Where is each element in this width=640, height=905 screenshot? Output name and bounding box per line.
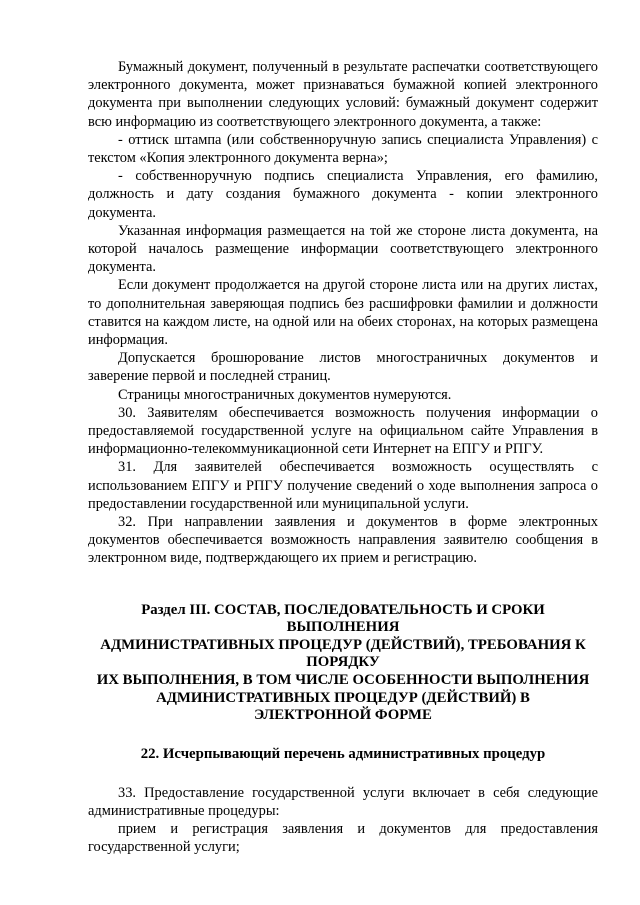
section-heading-line: АДМИНИСТРАТИВНЫХ ПРОЦЕДУР (ДЕЙСТВИЙ), ТРЕБОВАНИЯ К: [100, 636, 586, 653]
paragraph-paper-copy: Бумажный документ, полученный в результате распечатки соответствующего электронного документа, может признаваться бумажной копией электронного документа при выполнении следующих условий: бумажный документ содержит всю информацию из соответствующего электронного документа, а также:: [88, 59, 598, 130]
subsection-heading: 22. Исчерпывающий перечень административных процедур: [140, 745, 546, 762]
section-heading: [88, 602, 598, 725]
paragraph-procedure-reception: прием и регистрация заявления и документов для предоставления государственной услуги;: [88, 821, 598, 856]
paragraph-binding: Допускается брошюрование листов многостраничных документов и заверение первой и последней страниц.: [88, 350, 598, 385]
section-heading-line: Раздел III. СОСТАВ, ПОСЛЕДОВАТЕЛЬНОСТЬ И СРОКИ: [141, 601, 545, 618]
section-heading-line: ИХ ВЫПОЛНЕНИЯ, В ТОМ ЧИСЛЕ ОСОБЕННОСТИ ВЫПОЛНЕНИЯ: [96, 672, 590, 689]
paragraph-item-31: 31. Для заявителей обеспечивается возможность осуществлять с использованием ЕПГУ и РПГУ получение сведений о ходе выполнения запроса о предоставлении государственной или муниципальной услуги.: [88, 459, 598, 512]
paragraph-stamp-item: - оттиск штампа (или собственноручную запись специалиста Управления) с текстом «Копия электронного документа верна»;: [88, 131, 598, 167]
paragraph-signature-item: - собственноручную подпись специалиста Управления, его фамилию, должность и дату создания бумажного документа - копии электронного документа.: [88, 168, 598, 221]
paragraph-same-side: Указанная информация размещается на той же стороне листа документа, на которой началось размещение информации соответствующего электронного документа.: [88, 222, 598, 276]
section-heading-line: ПОРЯДКУ: [306, 654, 380, 671]
paragraph-continuation: Если документ продолжается на другой стороне листа или на других листах, то дополнительная заверяющая подпись без расшифровки фамилии и должности ставится на каждом листе, на одной или на обеих сторонах, на которых размещена информация.: [88, 277, 598, 349]
paragraph-item-30: 30. Заявителям обеспечивается возможность получения информации о предоставляемой государственной услуге на официальном сайте Управления в информационно-телекоммуникационной сети Интернет на ЕПГУ и РПГУ.: [88, 404, 598, 458]
paragraph-item-33: 33. Предоставление государственной услуги включает в себя следующие административные процедуры:: [88, 784, 598, 820]
section-heading-line: ВЫПОЛНЕНИЯ: [286, 619, 400, 636]
paragraph-numbering: Страницы многостраничных документов нумеруются.: [118, 386, 452, 403]
section-heading-line: АДМИНИСТРАТИВНЫХ ПРОЦЕДУР (ДЕЙСТВИЙ) В: [156, 689, 530, 706]
section-heading-line: ЭЛЕКТРОННОЙ ФОРМЕ: [254, 707, 432, 724]
paragraph-item-32: 32. При направлении заявления и документов в форме электронных документов обеспечивается возможность направления заявителю сообщения в электронном виде, подтверждающего их прием и регистрацию.: [88, 514, 598, 567]
document-page: [88, 58, 598, 857]
